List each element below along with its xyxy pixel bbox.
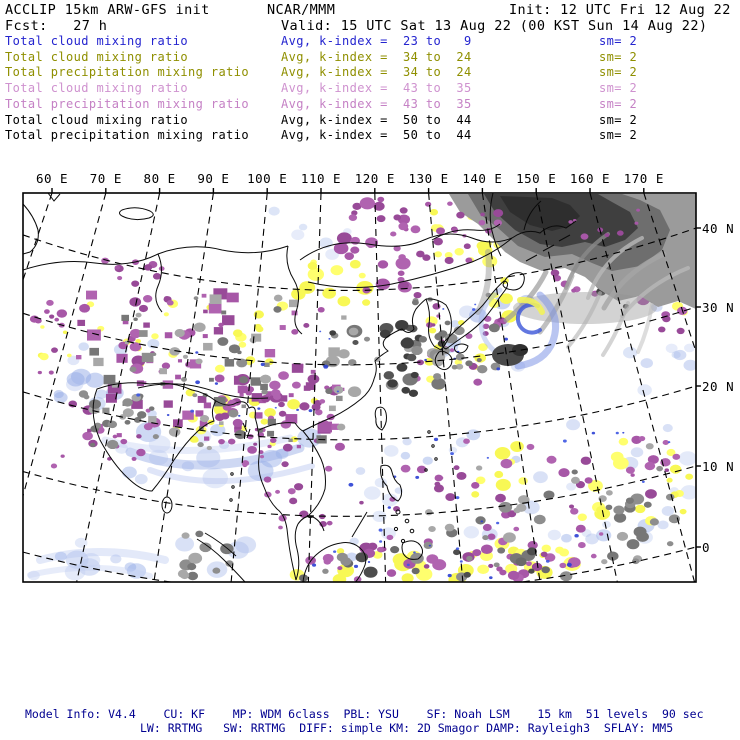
model-title: ACCLIP 15km ARW-GFS init: [5, 2, 210, 18]
center-title: NCAR/MMM: [267, 2, 336, 18]
lon-label-130E: 130 E: [408, 171, 449, 186]
legend-sm-6: sm= 2: [599, 128, 638, 143]
legend-kindex-4: Avg, k-index = 43 to 35: [281, 96, 472, 111]
lon-label-140E: 140 E: [462, 171, 503, 186]
init-time: Init: 12 UTC Fri 12 Aug 22: [509, 2, 731, 18]
legend-kindex-1: Avg, k-index = 34 to 24: [281, 49, 472, 64]
lon-label-170E: 170 E: [623, 171, 664, 186]
legend-sm-1: sm= 2: [599, 49, 638, 64]
legend-field-label-1: Total cloud mixing ratio: [5, 49, 188, 64]
legend-field-label-2: Total precipitation mixing ratio: [5, 65, 249, 80]
lon-label-70E: 70 E: [89, 171, 122, 186]
legend-field-label-4: Total precipitation mixing ratio: [5, 96, 249, 111]
lon-label-110E: 110 E: [300, 171, 342, 186]
legend-kindex-5: Avg, k-index = 50 to 44: [281, 112, 472, 127]
lon-label-80E: 80 E: [143, 171, 176, 186]
forecast-hour: Fcst: 27 h: [5, 18, 108, 34]
legend-kindex-0: Avg, k-index = 23 to 9: [281, 34, 472, 48]
lat-label-10N: 10 N: [702, 459, 735, 474]
lat-label-40N: 40 N: [702, 221, 735, 236]
legend-sm-4: sm= 2: [599, 96, 638, 111]
legend-sm-5: sm= 2: [599, 112, 638, 127]
legend-sm-0: sm= 2: [599, 34, 638, 48]
legend-kindex-6: Avg, k-index = 50 to 44: [281, 128, 472, 143]
legend-field-label-6: Total precipitation mixing ratio: [5, 128, 249, 143]
legend-field-label-3: Total cloud mixing ratio: [5, 81, 188, 96]
legend-kindex-2: Avg, k-index = 34 to 24: [281, 65, 472, 80]
legend-kindex-3: Avg, k-index = 43 to 35: [281, 81, 472, 96]
lat-label-20N: 20 N: [702, 379, 735, 394]
valid-time: Valid: 15 UTC Sat 13 Aug 22 (00 KST Sun 14 Aug 22): [281, 18, 708, 34]
legend-field-label-5: Total cloud mixing ratio: [5, 112, 188, 127]
lon-label-90E: 90 E: [197, 171, 230, 186]
model-info-line2: LW: RRTMG SW: RRTMG DIFF: simple KM: 2D Smagor DAMP: Rayleigh3 SFLAY: MM5: [140, 721, 674, 735]
lon-label-150E: 150 E: [516, 171, 557, 186]
legend-sm-3: sm= 2: [599, 81, 638, 96]
legend-field-label-0: Total cloud mixing ratio: [5, 34, 188, 48]
lon-label-160E: 160 E: [569, 171, 611, 186]
lon-label-100E: 100 E: [247, 171, 288, 186]
model-info-line1: Model Info: V4.4 CU: KF MP: WDM 6class PBL: YSU SF: Noah LSM 15 km 51 levels 90 sec: [25, 707, 704, 721]
lon-label-120E: 120 E: [354, 171, 395, 186]
lat-label-0: 0: [702, 540, 711, 555]
lat-label-30N: 30 N: [702, 300, 735, 315]
lon-label-60E: 60 E: [35, 171, 69, 186]
legend-sm-2: sm= 2: [599, 65, 638, 80]
